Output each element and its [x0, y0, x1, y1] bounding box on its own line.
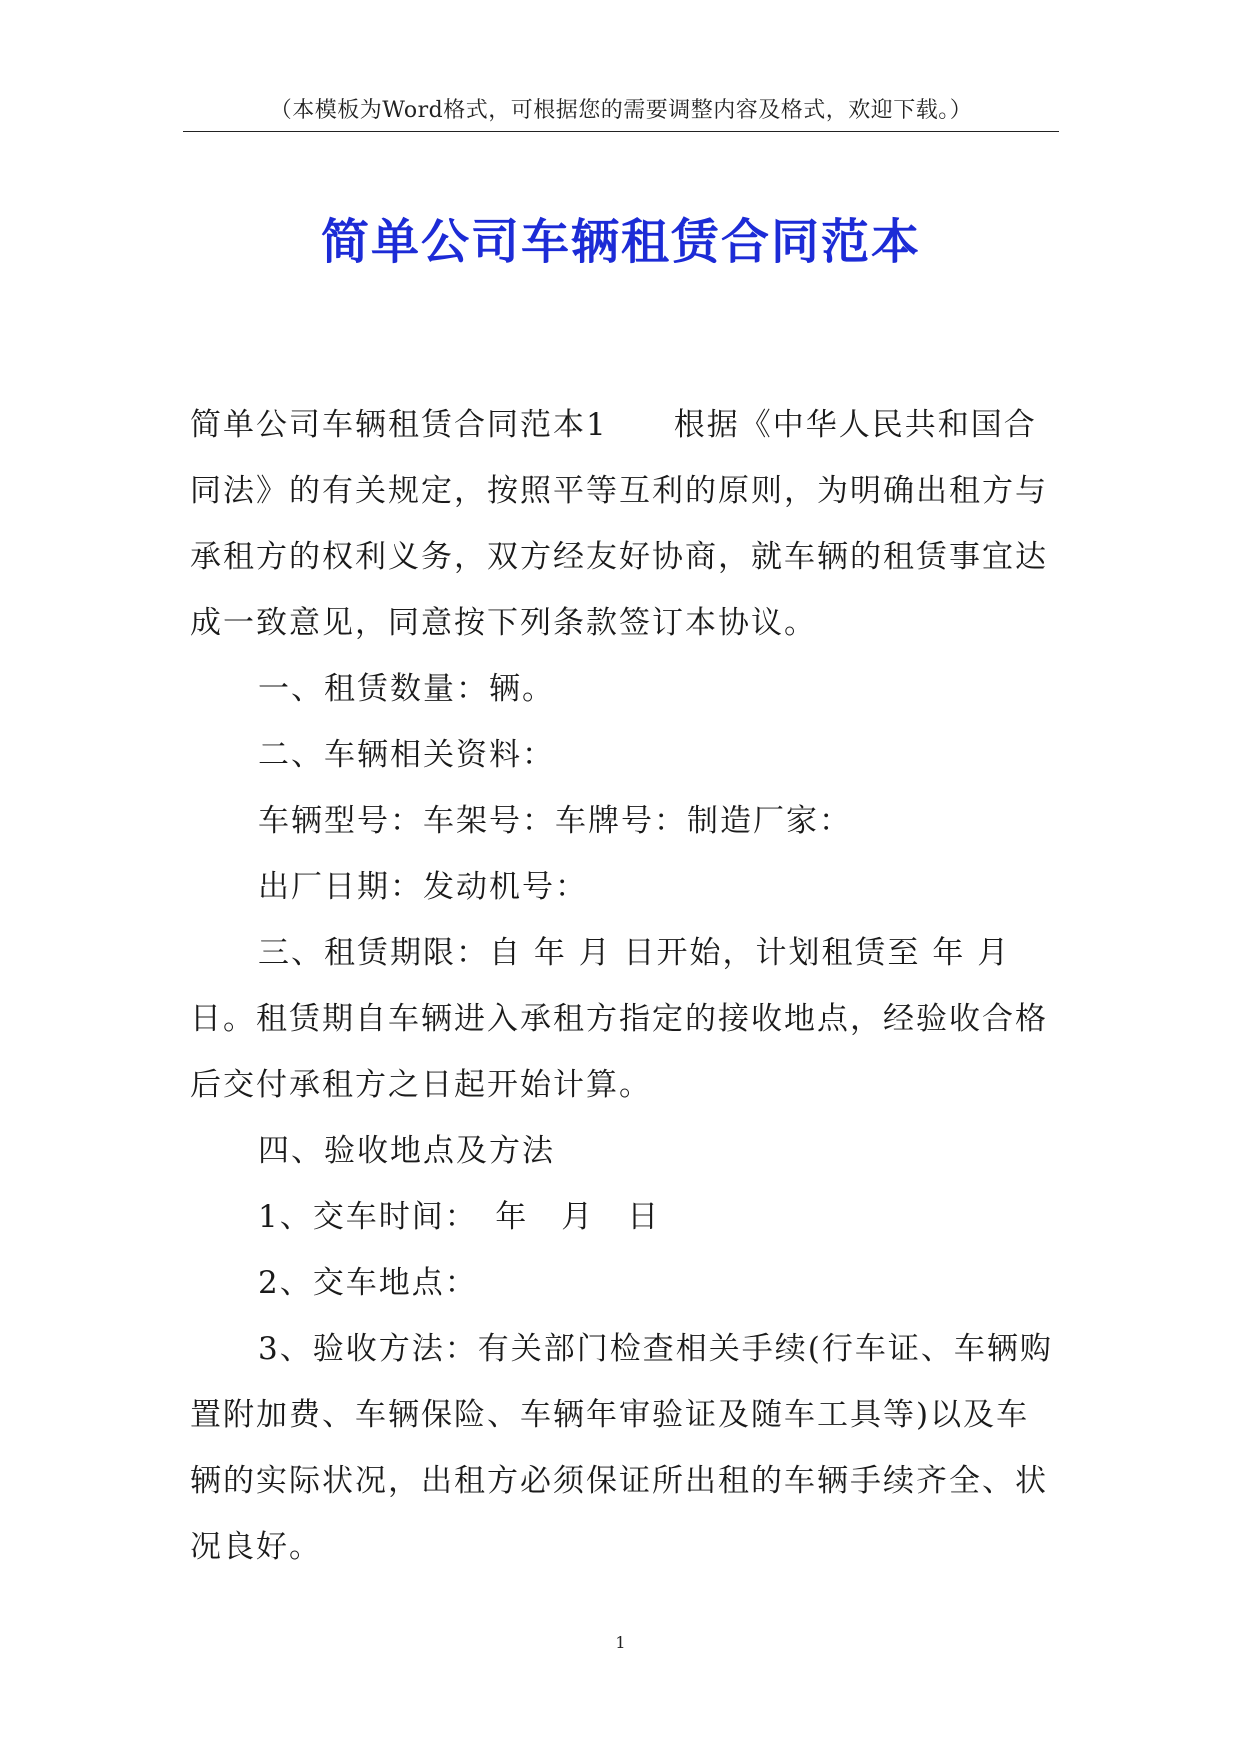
clause-acceptance: 四、验收地点及方法 — [258, 1133, 555, 1169]
intro-paragraph: 简单公司车辆租赁合同范本1 根据《中华人民共和国合同法》的有关规定，按照平等互利的原则，为明确出租方与承租方的权利义务，双方经友好协商，就车辆的租赁事宜达成一致意见，同意按下列条款签订本协议。 — [190, 407, 1048, 641]
delivery-time: 1、交车时间： 年 月 日 — [258, 1199, 661, 1235]
clause-rental-term: 三、租赁期限：自 年 月 日开始，计划租赁至 年 月 日。租赁期自车辆进入承租方指定的接收地点，经验收合格后交付承租方之日起开始计算。 — [190, 935, 1048, 1103]
header-note: （本模板为Word格式，可根据您的需要调整内容及格式，欢迎下载。） — [269, 98, 973, 123]
clause-rental-quantity: 一、租赁数量：辆。 — [258, 671, 555, 707]
document-title: 简单公司车辆租赁合同范本 — [320, 214, 921, 270]
vehicle-fields-line-2: 出厂日期：发动机号： — [258, 869, 588, 905]
delivery-location: 2、交车地点： — [258, 1265, 478, 1301]
document-body — [190, 392, 1055, 1580]
acceptance-method: 3、验收方法：有关部门检查相关手续(行车证、车辆购置附加费、车辆保险、车辆年审验证及随车工具等)以及车辆的实际状况，出租方必须保证所出租的车辆手续齐全、状况良好。 — [190, 1331, 1053, 1565]
page-number: 1 — [615, 1633, 626, 1652]
vehicle-fields-line-1: 车辆型号：车架号：车牌号：制造厂家： — [258, 803, 852, 839]
header-divider — [183, 131, 1059, 132]
clause-vehicle-info: 二、车辆相关资料： — [258, 737, 555, 773]
